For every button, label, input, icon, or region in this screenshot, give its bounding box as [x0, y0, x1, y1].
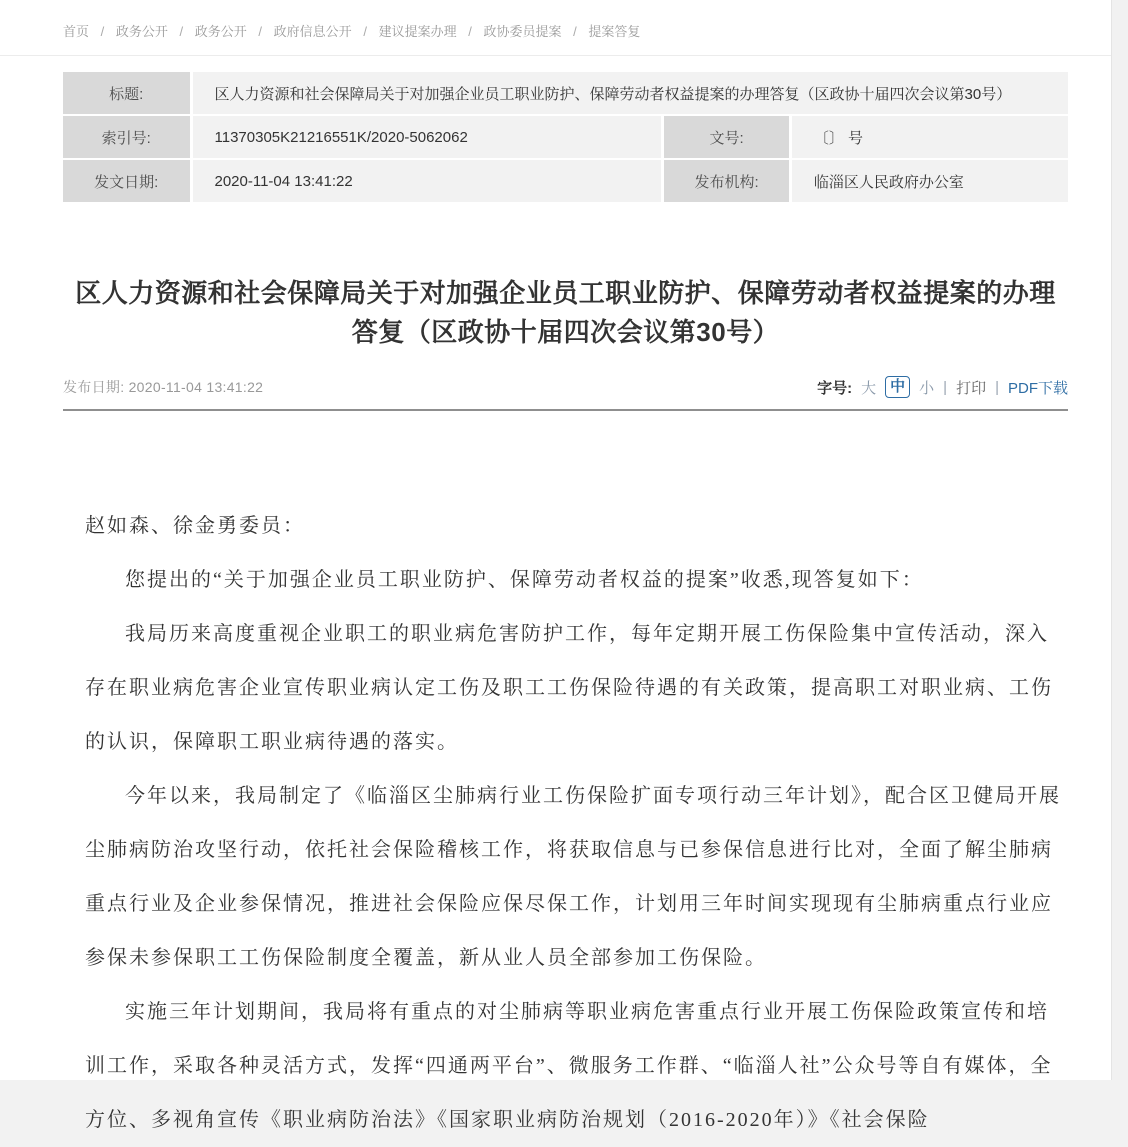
breadcrumb-item-proposal-handling[interactable]: 建议提案办理 — [378, 24, 457, 39]
meta-table — [60, 70, 1071, 204]
meta-label-title: 标题: — [63, 72, 190, 114]
paragraph: 我局历来高度重视企业职工的职业病危害防护工作，每年定期开展工伤保险集中宣传活动，深入存在职业病危害企业宣传职业病认定工伤及职工工伤保险待遇的有关政策，提高职工对职业病、工伤的认识，保障职工职业病待遇的落实。 — [85, 623, 1053, 753]
meta-row-title — [63, 72, 1068, 114]
meta-row-index — [63, 116, 1068, 158]
paragraph-salutation: 赵如森、徐金勇委员： — [85, 515, 305, 537]
breadcrumb-separator: / — [258, 24, 263, 39]
meta-label-index-number: 索引号: — [63, 116, 190, 158]
toolbar-tools — [817, 376, 1068, 398]
font-size-medium-button[interactable]: 中 — [885, 376, 910, 398]
article-body — [63, 411, 1068, 1147]
publish-date-label: 发布日期: — [63, 379, 125, 395]
content-area — [63, 70, 1068, 1147]
meta-label-issue-date: 发文日期: — [63, 160, 190, 202]
font-size-label: 字号: — [817, 379, 853, 397]
breadcrumb-item-cppcc-proposals[interactable]: 政协委员提案 — [483, 24, 562, 39]
meta-label-doc-number: 文号: — [664, 116, 789, 158]
breadcrumb-item-zhengwu-gongkai-1[interactable]: 政务公开 — [115, 24, 168, 39]
breadcrumb-item-home[interactable]: 首页 — [63, 24, 90, 39]
article-toolbar — [63, 376, 1068, 398]
breadcrumb-separator: / — [573, 24, 577, 39]
font-size-small-button[interactable]: 小 — [919, 379, 935, 397]
meta-value-issue-date: 2020-11-04 13:41:22 — [193, 160, 662, 202]
breadcrumb-item-proposal-reply[interactable]: 提案答复 — [588, 24, 641, 39]
breadcrumb — [0, 0, 1112, 56]
paragraph: 您提出的“关于加强企业员工职业防护、保障劳动者权益的提案”收悉,现答复如下： — [125, 569, 924, 591]
meta-value-title: 区人力资源和社会保障局关于对加强企业员工职业防护、保障劳动者权益提案的办理答复（区政协十届四次会议第30号） — [193, 72, 1069, 114]
font-size-large-button[interactable]: 大 — [861, 379, 877, 397]
breadcrumb-separator: / — [179, 24, 184, 39]
publish-date-value: 2020-11-04 13:41:22 — [128, 379, 264, 395]
toolbar-separator: | — [995, 378, 999, 396]
scrollbar[interactable] — [1111, 0, 1128, 1080]
toolbar-separator: | — [943, 378, 948, 396]
breadcrumb-item-gov-info[interactable]: 政府信息公开 — [273, 24, 352, 39]
meta-value-index-number: 11370305K21216551K/2020-5062062 — [193, 116, 662, 158]
meta-label-issuing-org: 发布机构: — [664, 160, 789, 202]
print-button[interactable]: 打印 — [956, 379, 987, 397]
pdf-download-button[interactable]: PDF下载 — [1007, 379, 1068, 397]
breadcrumb-separator: / — [100, 24, 105, 39]
publish-date — [63, 377, 263, 397]
meta-value-doc-number: 〔〕 号 — [792, 116, 1068, 158]
meta-row-date — [63, 160, 1068, 202]
breadcrumb-item-zhengwu-gongkai-2[interactable]: 政务公开 — [194, 24, 247, 39]
page-title: 区人力资源和社会保障局关于对加强企业员工职业防护、保障劳动者权益提案的办理答复（区政协十届四次会议第30号） — [75, 278, 1056, 347]
paragraph: 今年以来，我局制定了《临淄区尘肺病行业工伤保险扩面专项行动三年计划》，配合区卫健局开展尘肺病防治攻坚行动，依托社会保险稽核工作，将获取信息与已参保信息进行比对，全面了解尘肺病重点行业及企业参保情况，推进社会保险应保尽保工作，计划用三年时间实现现有尘肺病重点行业应参保未参保职工工伤保险制度全覆盖，新从业人员全部参加工伤保险。 — [85, 785, 1061, 969]
paragraph: 实施三年计划期间，我局将有重点的对尘肺病等职业病危害重点行业开展工伤保险政策宣传和培训工作，采取各种灵活方式，发挥“四通两平台”、微服务工作群、“临淄人社”公众号等自有媒体，全方位、多视角宣传《职业病防治法》《国家职业病防治规划（2016-2020年）》《社会保险 — [85, 1001, 1053, 1131]
breadcrumb-separator: / — [468, 24, 472, 39]
meta-value-issuing-org: 临淄区人民政府办公室 — [792, 160, 1068, 202]
breadcrumb-separator: / — [363, 24, 367, 39]
